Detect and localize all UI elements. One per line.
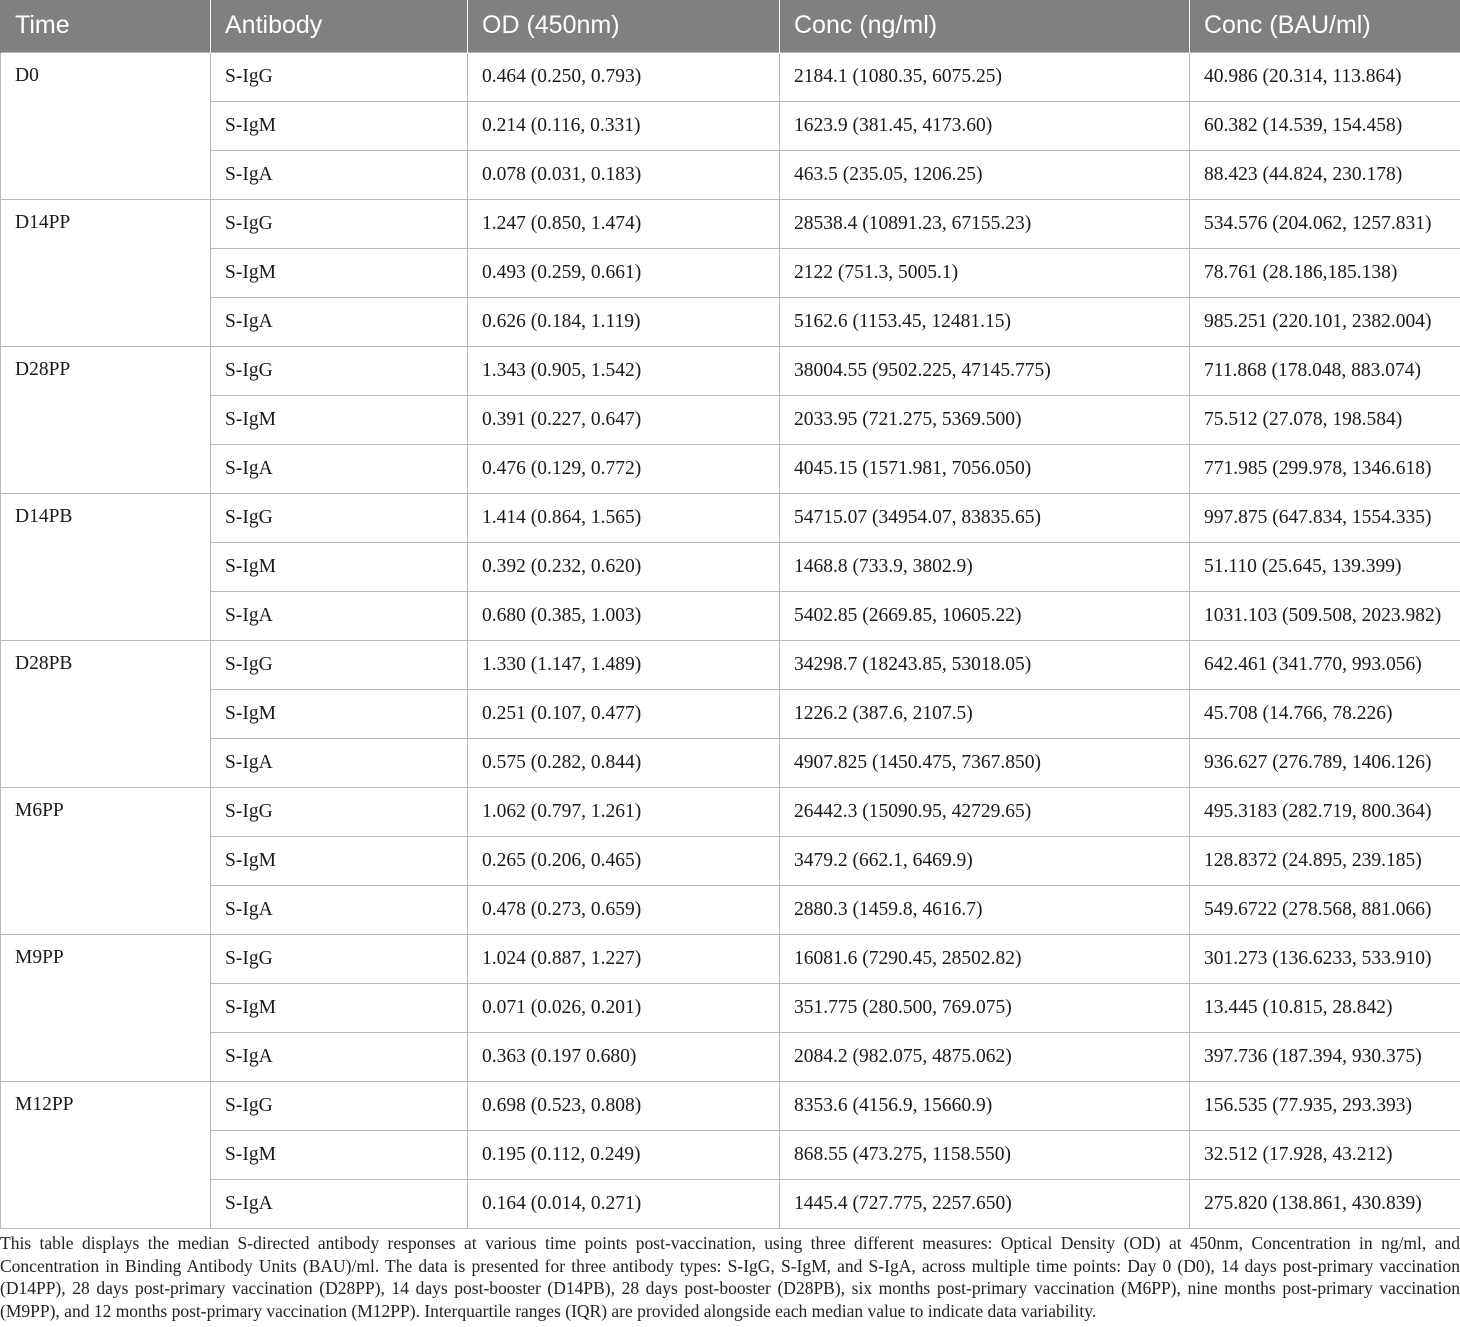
- conc-bau-cell: 78.761 (28.186,185.138): [1190, 248, 1460, 297]
- conc-bau-cell: 51.110 (25.645, 139.399): [1190, 542, 1460, 591]
- conc-bau-cell: 40.986 (20.314, 113.864): [1190, 52, 1460, 101]
- time-point-cell: D14PB: [1, 493, 211, 640]
- antibody-cell: S-IgG: [211, 640, 468, 689]
- conc-ng-cell: 2033.95 (721.275, 5369.500): [780, 395, 1190, 444]
- conc-bau-cell: 495.3183 (282.719, 800.364): [1190, 787, 1460, 836]
- antibody-cell: S-IgA: [211, 738, 468, 787]
- conc-ng-cell: 351.775 (280.500, 769.075): [780, 983, 1190, 1032]
- od-cell: 1.414 (0.864, 1.565): [468, 493, 780, 542]
- od-cell: 1.024 (0.887, 1.227): [468, 934, 780, 983]
- table-header: [1, 0, 1460, 52]
- conc-ng-cell: 28538.4 (10891.23, 67155.23): [780, 199, 1190, 248]
- conc-bau-cell: 936.627 (276.789, 1406.126): [1190, 738, 1460, 787]
- antibody-cell: S-IgG: [211, 346, 468, 395]
- od-cell: 0.464 (0.250, 0.793): [468, 52, 780, 101]
- od-cell: 0.391 (0.227, 0.647): [468, 395, 780, 444]
- conc-bau-cell: 549.6722 (278.568, 881.066): [1190, 885, 1460, 934]
- conc-ng-cell: 2184.1 (1080.35, 6075.25): [780, 52, 1190, 101]
- table-row: [1, 738, 1460, 787]
- conc-ng-cell: 2122 (751.3, 5005.1): [780, 248, 1190, 297]
- conc-ng-cell: 2880.3 (1459.8, 4616.7): [780, 885, 1190, 934]
- antibody-cell: S-IgM: [211, 836, 468, 885]
- table-body: [1, 52, 1460, 1228]
- time-point-cell: D28PB: [1, 640, 211, 787]
- conc-ng-cell: 1623.9 (381.45, 4173.60): [780, 101, 1190, 150]
- header-row: [1, 0, 1460, 52]
- conc-bau-cell: 397.736 (187.394, 930.375): [1190, 1032, 1460, 1081]
- conc-ng-cell: 16081.6 (7290.45, 28502.82): [780, 934, 1190, 983]
- antibody-cell: S-IgM: [211, 689, 468, 738]
- table-row: [1, 1130, 1460, 1179]
- conc-bau-cell: 301.273 (136.6233, 533.910): [1190, 934, 1460, 983]
- table-row: [1, 199, 1460, 248]
- conc-ng-cell: 463.5 (235.05, 1206.25): [780, 150, 1190, 199]
- time-point-cell: D28PP: [1, 346, 211, 493]
- time-point-cell: M6PP: [1, 787, 211, 934]
- conc-ng-cell: 8353.6 (4156.9, 15660.9): [780, 1081, 1190, 1130]
- od-cell: 0.265 (0.206, 0.465): [468, 836, 780, 885]
- table-row: [1, 395, 1460, 444]
- table-row: [1, 787, 1460, 836]
- conc-ng-cell: 34298.7 (18243.85, 53018.05): [780, 640, 1190, 689]
- conc-bau-cell: 128.8372 (24.895, 239.185): [1190, 836, 1460, 885]
- od-cell: 0.363 (0.197 0.680): [468, 1032, 780, 1081]
- table-row: [1, 444, 1460, 493]
- od-cell: 0.195 (0.112, 0.249): [468, 1130, 780, 1179]
- antibody-cell: S-IgG: [211, 1081, 468, 1130]
- table-row: [1, 297, 1460, 346]
- od-cell: 0.392 (0.232, 0.620): [468, 542, 780, 591]
- table-row: [1, 640, 1460, 689]
- conc-ng-cell: 5402.85 (2669.85, 10605.22): [780, 591, 1190, 640]
- antibody-cell: S-IgG: [211, 787, 468, 836]
- antibody-cell: S-IgM: [211, 983, 468, 1032]
- od-cell: 0.493 (0.259, 0.661): [468, 248, 780, 297]
- header-antibody: Antibody: [211, 0, 468, 52]
- od-cell: 0.164 (0.014, 0.271): [468, 1179, 780, 1228]
- table-row: [1, 1179, 1460, 1228]
- time-point-cell: M12PP: [1, 1081, 211, 1228]
- conc-bau-cell: 642.461 (341.770, 993.056): [1190, 640, 1460, 689]
- conc-ng-cell: 1226.2 (387.6, 2107.5): [780, 689, 1190, 738]
- conc-ng-cell: 38004.55 (9502.225, 47145.775): [780, 346, 1190, 395]
- table-row: [1, 493, 1460, 542]
- conc-ng-cell: 5162.6 (1153.45, 12481.15): [780, 297, 1190, 346]
- antibody-cell: S-IgA: [211, 150, 468, 199]
- table-row: [1, 885, 1460, 934]
- conc-bau-cell: 534.576 (204.062, 1257.831): [1190, 199, 1460, 248]
- antibody-cell: S-IgG: [211, 199, 468, 248]
- od-cell: 0.680 (0.385, 1.003): [468, 591, 780, 640]
- antibody-cell: S-IgA: [211, 591, 468, 640]
- od-cell: 0.575 (0.282, 0.844): [468, 738, 780, 787]
- conc-bau-cell: 711.868 (178.048, 883.074): [1190, 346, 1460, 395]
- od-cell: 1.343 (0.905, 1.542): [468, 346, 780, 395]
- conc-bau-cell: 771.985 (299.978, 1346.618): [1190, 444, 1460, 493]
- table-row: [1, 591, 1460, 640]
- conc-ng-cell: 1445.4 (727.775, 2257.650): [780, 1179, 1190, 1228]
- table-row: [1, 1032, 1460, 1081]
- antibody-cell: S-IgM: [211, 542, 468, 591]
- time-point-cell: M9PP: [1, 934, 211, 1081]
- od-cell: 0.214 (0.116, 0.331): [468, 101, 780, 150]
- conc-ng-cell: 3479.2 (662.1, 6469.9): [780, 836, 1190, 885]
- antibody-cell: S-IgM: [211, 395, 468, 444]
- conc-bau-cell: 985.251 (220.101, 2382.004): [1190, 297, 1460, 346]
- od-cell: 0.078 (0.031, 0.183): [468, 150, 780, 199]
- conc-bau-cell: 75.512 (27.078, 198.584): [1190, 395, 1460, 444]
- conc-ng-cell: 4907.825 (1450.475, 7367.850): [780, 738, 1190, 787]
- table-row: [1, 689, 1460, 738]
- antibody-cell: S-IgM: [211, 1130, 468, 1179]
- conc-ng-cell: 1468.8 (733.9, 3802.9): [780, 542, 1190, 591]
- table-row: [1, 346, 1460, 395]
- od-cell: 0.251 (0.107, 0.477): [468, 689, 780, 738]
- antibody-cell: S-IgA: [211, 444, 468, 493]
- conc-ng-cell: 868.55 (473.275, 1158.550): [780, 1130, 1190, 1179]
- conc-bau-cell: 997.875 (647.834, 1554.335): [1190, 493, 1460, 542]
- table-row: [1, 836, 1460, 885]
- conc-bau-cell: 88.423 (44.824, 230.178): [1190, 150, 1460, 199]
- table-row: [1, 983, 1460, 1032]
- table-row: [1, 934, 1460, 983]
- antibody-cell: S-IgG: [211, 934, 468, 983]
- antibody-cell: S-IgA: [211, 297, 468, 346]
- od-cell: 1.330 (1.147, 1.489): [468, 640, 780, 689]
- conc-ng-cell: 4045.15 (1571.981, 7056.050): [780, 444, 1190, 493]
- table-row: [1, 542, 1460, 591]
- antibody-cell: S-IgA: [211, 885, 468, 934]
- table-row: [1, 248, 1460, 297]
- time-point-cell: D0: [1, 52, 211, 199]
- table-row: [1, 1081, 1460, 1130]
- header-conc-ng: Conc (ng/ml): [780, 0, 1190, 52]
- od-cell: 0.698 (0.523, 0.808): [468, 1081, 780, 1130]
- od-cell: 1.247 (0.850, 1.474): [468, 199, 780, 248]
- conc-bau-cell: 275.820 (138.861, 430.839): [1190, 1179, 1460, 1228]
- antibody-cell: S-IgA: [211, 1179, 468, 1228]
- conc-bau-cell: 60.382 (14.539, 154.458): [1190, 101, 1460, 150]
- od-cell: 0.478 (0.273, 0.659): [468, 885, 780, 934]
- time-point-cell: D14PP: [1, 199, 211, 346]
- antibody-cell: S-IgM: [211, 101, 468, 150]
- od-cell: 1.062 (0.797, 1.261): [468, 787, 780, 836]
- conc-bau-cell: 13.445 (10.815, 28.842): [1190, 983, 1460, 1032]
- header-conc-bau: Conc (BAU/ml): [1190, 0, 1460, 52]
- conc-ng-cell: 54715.07 (34954.07, 83835.65): [780, 493, 1190, 542]
- header-od: OD (450nm): [468, 0, 780, 52]
- header-time: Time: [1, 0, 211, 52]
- antibody-cell: S-IgM: [211, 248, 468, 297]
- od-cell: 0.626 (0.184, 1.119): [468, 297, 780, 346]
- od-cell: 0.071 (0.026, 0.201): [468, 983, 780, 1032]
- antibody-cell: S-IgG: [211, 52, 468, 101]
- table-footnote: This table displays the median S-directed antibody responses at various time points post-vaccination, using three different measures: Optical Density (OD) at 450nm, Concentration in ng/ml, and Concentration in Binding Antibody Units (BAU)/ml. The data is presented for three antibody types: S-IgG, S-IgM, and S-IgA, across multiple time points: Day 0 (D0), 14 days post-primary vaccination (D14PP), 28 days post-primary vaccination (D28PP), 14 days post-booster (D14PB), 28 days post-booster (D28PB), six months post-primary vaccination (M6PP), nine months post-primary vaccination (M9PP), and 12 months post-primary vaccination (M12PP). Interquartile ranges (IQR) are provided alongside each median value to indicate data variability.: [0, 1233, 1460, 1321]
- table-row: [1, 52, 1460, 101]
- antibody-cell: S-IgG: [211, 493, 468, 542]
- antibody-cell: S-IgA: [211, 1032, 468, 1081]
- conc-bau-cell: 156.535 (77.935, 293.393): [1190, 1081, 1460, 1130]
- od-cell: 0.476 (0.129, 0.772): [468, 444, 780, 493]
- conc-ng-cell: 26442.3 (15090.95, 42729.65): [780, 787, 1190, 836]
- conc-bau-cell: 1031.103 (509.508, 2023.982): [1190, 591, 1460, 640]
- conc-bau-cell: 32.512 (17.928, 43.212): [1190, 1130, 1460, 1179]
- conc-ng-cell: 2084.2 (982.075, 4875.062): [780, 1032, 1190, 1081]
- conc-bau-cell: 45.708 (14.766, 78.226): [1190, 689, 1460, 738]
- table-row: [1, 101, 1460, 150]
- table-row: [1, 150, 1460, 199]
